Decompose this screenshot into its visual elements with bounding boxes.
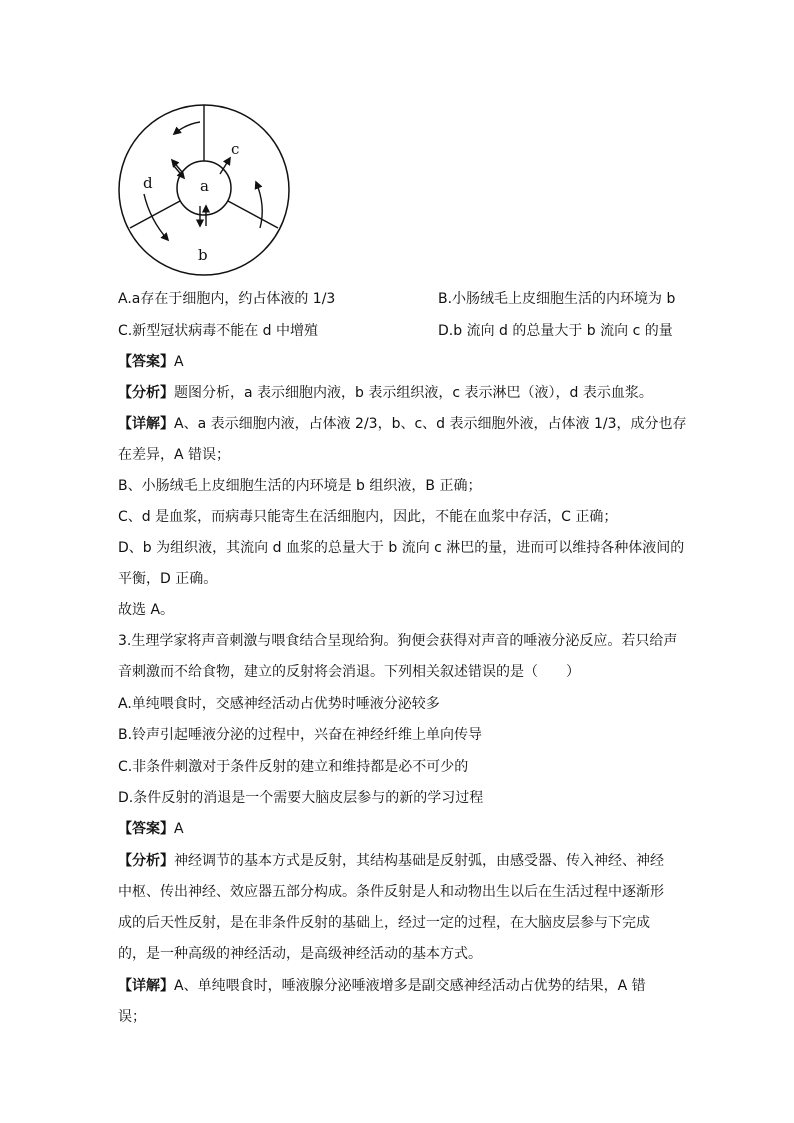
q3-analysis-line-3: 成的后天性反射，是在非条件反射的基础上，经过一定的过程，在大脑皮层参与下完成 [118, 915, 650, 931]
q3-analysis-text-1: 神经调节的基本方式是反射，其结构基础是反射弧，由感受器、传入神经、神经 [174, 853, 664, 869]
q2-detail-line-3: B、小肠绒毛上皮细胞生活的内环境是 b 组织液，B 正确； [118, 478, 482, 494]
q3-answer [118, 819, 184, 839]
q2-detail-line-5: D、b 为组织液，其流向 d 血浆的总量大于 b 流向 c 淋巴的量，进而可以维持各种体液间的 [118, 540, 685, 556]
q2-analysis-tag: 【分析】 [118, 385, 174, 401]
q2-detail-line-2: 在差异，A 错误； [118, 447, 231, 463]
q2-detail-text-1: A、a 表示细胞内液，占体液 2/3，b、c、d 表示细胞外液，占体液 1/3，成分也存 [174, 416, 687, 432]
q3-detail-line-1 [118, 976, 646, 996]
q3-analysis-tag: 【分析】 [118, 853, 174, 869]
q2-analysis [118, 383, 653, 403]
q3-detail-tag: 【详解】 [118, 978, 174, 994]
q3-detail-line-2: 误； [118, 1009, 146, 1025]
q3-analysis-line-1 [118, 851, 664, 871]
q2-option-d: D.b 流向 d 的总量大于 b 流向 c 的量 [438, 323, 673, 339]
q2-option-a: A.a存在于细胞内，约占体液的 1/3 [118, 291, 336, 307]
arrow-right-curve [256, 182, 262, 228]
body-fluid-diagram-svg [116, 102, 292, 278]
q2-detail-line-1 [118, 414, 687, 434]
q2-answer [118, 352, 184, 372]
q3-analysis-line-2: 中枢、传出神经、效应器五部分构成。条件反射是人和动物出生以后在生活过程中逐渐形 [118, 884, 664, 900]
q3-detail-text-1: A、单纯喂食时，唾液腺分泌唾液增多是副交感神经活动占优势的结果，A 错 [174, 978, 646, 994]
q2-option-b: B.小肠绒毛上皮细胞生活的内环境为 b [438, 291, 676, 307]
q3-answer-tag: 【答案】 [118, 821, 174, 837]
arrow-left-curve [144, 194, 168, 240]
q3-option-b: B.铃声引起唾液分泌的过程中，兴奋在神经纤维上单向传导 [118, 727, 483, 743]
q3-answer-value: A [174, 821, 184, 837]
q3-option-d: D.条件反射的消退是一个需要大脑皮层参与的新的学习过程 [118, 790, 484, 806]
label-d: d [143, 174, 153, 192]
body-fluid-diagram [116, 102, 292, 278]
q3-option-a: A.单纯喂食时，交感神经活动占优势时唾液分泌较多 [118, 696, 440, 712]
q3-stem-line-2: 音刺激而不给食物，建立的反射将会消退。下列相关叙述错误的是（ ） [118, 664, 580, 680]
label-a: a [200, 177, 209, 195]
q2-detail-line-6: 平衡，D 正确。 [118, 571, 218, 587]
label-c: c [231, 140, 240, 158]
q2-answer-value: A [174, 354, 184, 370]
q2-detail-tag: 【详解】 [118, 416, 174, 432]
q3-option-c: C.非条件刺激对于条件反射的建立和维持都是必不可少的 [118, 759, 469, 775]
q2-answer-tag: 【答案】 [118, 354, 174, 370]
q3-stem-line-1: 3.生理学家将声音刺激与喂食结合呈现给狗。狗便会获得对声音的唾液分泌反应。若只给声 [118, 633, 678, 649]
q2-analysis-text: 题图分析，a 表示细胞内液，b 表示组织液，c 表示淋巴（液），d 表示血浆。 [174, 385, 653, 401]
q2-detail-line-4: C、d 是血浆，而病毒只能寄生在活细胞内，因此，不能在血浆中存活，C 正确； [118, 509, 618, 525]
divider-right [228, 201, 278, 228]
label-b: b [198, 246, 208, 264]
arrow-top-curve [174, 122, 200, 134]
q2-option-c: C.新型冠状病毒不能在 d 中增殖 [118, 323, 319, 339]
q3-analysis-line-4: 的，是一种高级的神经活动，是高级神经活动的基本方式。 [118, 946, 482, 962]
q2-conclusion: 故选 A。 [118, 602, 175, 618]
divider-left [130, 201, 180, 228]
